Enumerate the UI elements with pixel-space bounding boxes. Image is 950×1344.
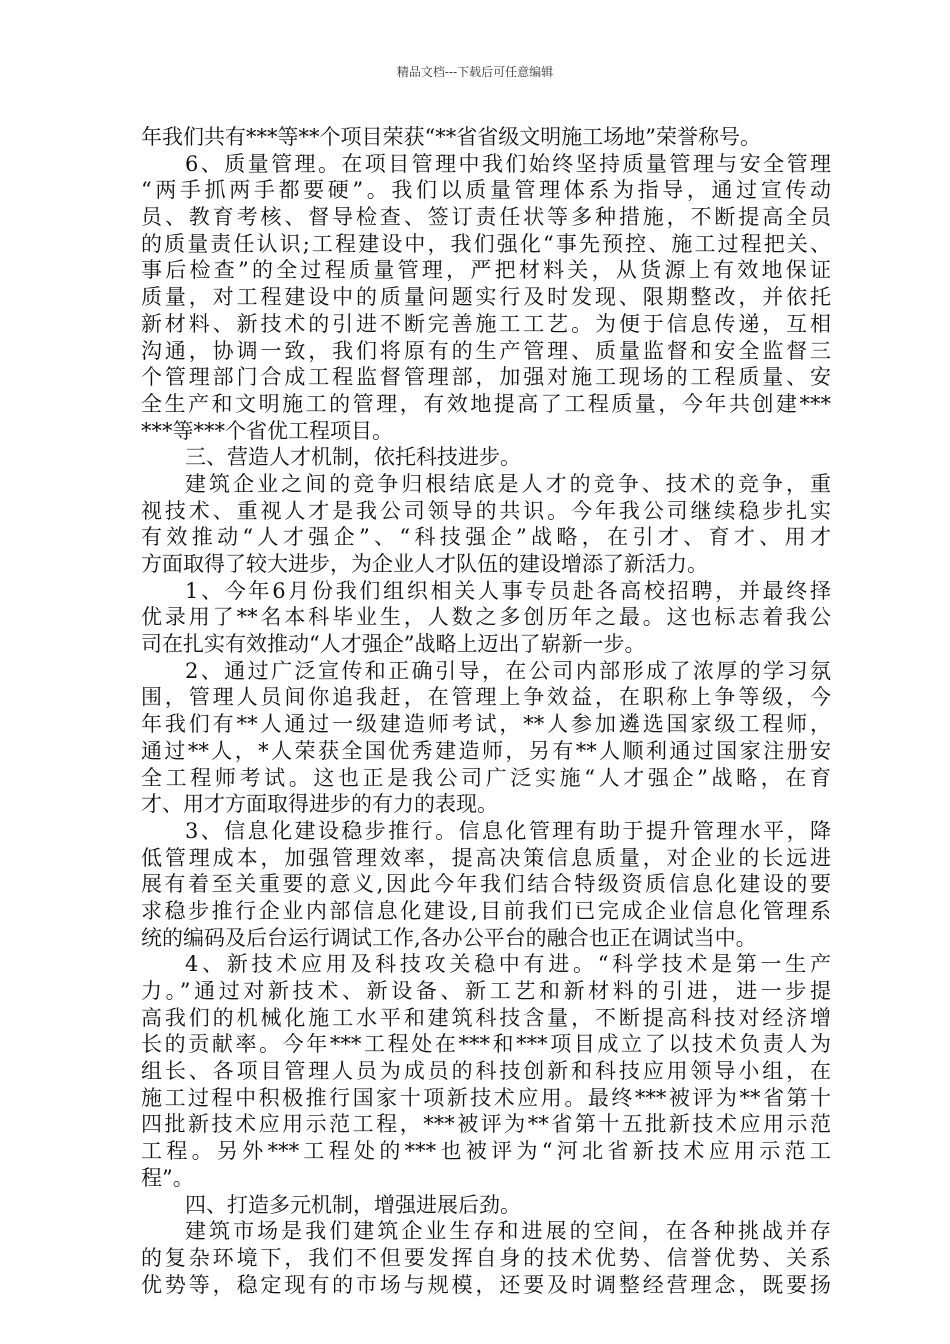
text-line: 建筑市场是我们建筑企业生存和进展的空间，在各种挑战并存 [185, 1219, 831, 1244]
text-line: 2、通过广泛宣传和正确引导，在公司内部形成了浓厚的学习氛 [185, 658, 831, 683]
text-line: 组长、各项目管理人员为成员的科技创新和科技应用领导小组，在 [141, 1059, 831, 1084]
text-line: 年我们有**人通过一级建造师考试，**人参加遴选国家级工程师， [141, 712, 831, 737]
text-line: 全生产和文明施工的管理，有效地提高了工程质量，今年共创建*** [141, 391, 831, 416]
text-line: 统的编码及后台运行调试工作,各办公平台的融合也正在调试当中。 [141, 925, 757, 950]
text-line: 力。”通过对新技术、新设备、新工艺和新材料的引进，进一步提 [141, 979, 831, 1003]
text-line: 优势等，稳定现有的市场与规模，还要及时调整经营理念，既要扬 [141, 1272, 831, 1297]
text-line: 三、营造人才机制，依托科技进步。 [185, 445, 521, 470]
text-line: 施工过程中积极推行国家十项新技术应用。最终***被评为**省第十 [141, 1085, 831, 1110]
text-line: 有效推动“人才强企”、“科技强企”战略，在引才、育才、用才 [141, 525, 831, 550]
text-line: 通过**人，*人荣获全国优秀建造师，另有**人顺利通过国家注册安 [141, 738, 831, 763]
text-line: 求稳步推行企业内部信息化建设,目前我们已完成企业信息化管理系 [141, 898, 831, 923]
text-line: 年我们共有***等**个项目荣获“**省省级文明施工场地”荣誉称号。 [141, 125, 761, 149]
text-line: 长的贡献率。今年***工程处在***和***项目成立了以技术负责人为 [141, 1032, 831, 1057]
text-line: “两手抓两手都要硬”。我们以质量管理体系为指导，通过宣传动 [141, 178, 831, 203]
text-line: 才、用才方面取得进步的有力的表现。 [141, 792, 498, 817]
text-line: 优录用了**名本科毕业生，人数之多创历年之最。这也标志着我公 [141, 605, 831, 630]
text-line: 6、质量管理。在项目管理中我们始终坚持质量管理与安全管理 [185, 151, 831, 176]
text-line: 工程。另外***工程处的***也被评为“河北省新技术应用示范工 [141, 1139, 831, 1164]
text-line: 新材料、新技术的引进不断完善施工工艺。为便于信息传递，互相 [141, 311, 831, 336]
text-line: 围，管理人员间你追我赶，在管理上争效益，在职称上争等级，今 [141, 685, 831, 710]
text-line: 低管理成本，加强管理效率，提高决策信息质量，对企业的长远进 [141, 845, 831, 870]
document-body [141, 124, 831, 1298]
text-line: 的质量责任认识;工程建设中，我们强化“事先预控、施工过程把关、 [141, 231, 831, 256]
text-line: 展有着至关重要的意义,因此今年我们结合特级资质信息化建设的要 [141, 872, 831, 897]
text-line: 视技术、重视人才是我公司领导的共识。今年我公司继续稳步扎实 [141, 498, 831, 523]
text-line: ***等***个省优工程项目。 [141, 418, 393, 443]
text-line: 员、教育考核、督导检查、签订责任状等多种措施，不断提高全员 [141, 205, 831, 230]
text-line: 的复杂环境下，我们不但要发挥自身的技术优势、信誉优势、关系 [141, 1245, 831, 1270]
text-line: 1、今年6月份我们组织相关人事专员赴各高校招聘，并最终择 [185, 578, 831, 603]
text-line: 4、新技术应用及科技攻关稳中有进。“科学技术是第一生产 [185, 952, 831, 977]
text-line: 沟通，协调一致，我们将原有的生产管理、质量监督和安全监督三 [141, 338, 831, 363]
text-line: 四批新技术应用示范工程，***被评为**省第十五批新技术应用示范 [141, 1112, 831, 1137]
text-line: 四、打造多元机制，增强进展后劲。 [185, 1192, 521, 1217]
text-line: 3、信息化建设稳步推行。信息化管理有助于提升管理水平，降 [185, 818, 831, 843]
text-line: 程”。 [141, 1165, 194, 1190]
text-line: 方面取得了较大进步，为企业人才队伍的建设增添了新活力。 [141, 552, 708, 576]
text-line: 高我们的机械化施工水平和建筑科技含量，不断提高科技对经济增 [141, 1005, 831, 1030]
text-line: 质量，对工程建设中的质量问题实行及时发现、限期整改，并依托 [141, 285, 831, 310]
text-line: 事后检查”的全过程质量管理，严把材料关，从货源上有效地保证 [141, 258, 831, 283]
text-line: 全工程师考试。这也正是我公司广泛实施“人才强企”战略，在育 [141, 765, 831, 790]
text-line: 建筑企业之间的竞争归根结底是人才的竞争、技术的竞争，重 [185, 471, 831, 496]
text-line: 个管理部门合成工程监督管理部，加强对施工现场的工程质量、安 [141, 365, 831, 390]
page-header: 精品文档---下载后可任意编辑 [396, 65, 554, 79]
text-line: 司在扎实有效推动“人才强企”战略上迈出了崭新一步。 [141, 632, 646, 657]
